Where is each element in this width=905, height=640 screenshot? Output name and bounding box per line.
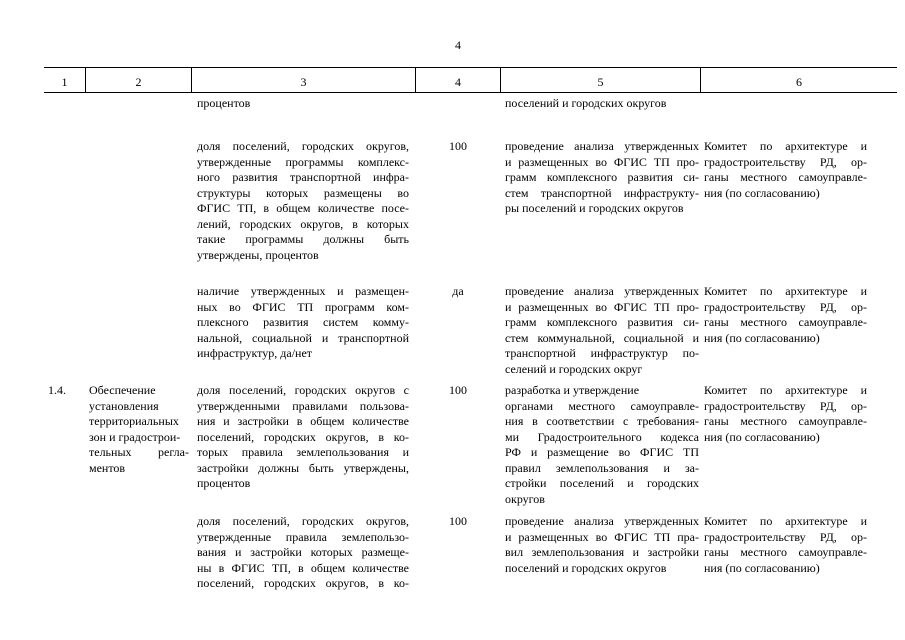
executor-line: Комитет по архитектуре и	[704, 514, 867, 528]
task-title-line: ментов	[89, 460, 126, 475]
table-header-top-border	[44, 67, 897, 68]
executor-line: Комитет по архитектуре и	[704, 139, 867, 153]
task-title-line: Обеспечение	[89, 383, 156, 397]
indicator-line: торых правила землепользования и	[197, 445, 409, 459]
measure-cell	[505, 139, 699, 217]
indicator-line: утверждены, процентов	[197, 247, 319, 262]
executor-cell	[704, 139, 867, 201]
indicator-line: доля поселений, городских округов,	[197, 139, 409, 153]
measure-line: органами местного самоуправле-	[505, 398, 699, 413]
indicator-line: ния и застройки в общем количестве	[197, 414, 409, 428]
executor-line: градостроительству РД, ор-	[704, 299, 867, 314]
executor-line: ганы местного самоуправле-	[704, 545, 867, 559]
measure-line: проведение анализа утвержденных	[505, 514, 699, 528]
measure-line: и размещенных во ФГИС ТП про-	[505, 154, 699, 169]
header-col-4: 4	[455, 75, 461, 89]
executor-line: Комитет по архитектуре и	[704, 284, 867, 298]
measure-line: проведение анализа утвержденных	[505, 139, 699, 153]
indicator-line: доля поселений, городских округов,	[197, 514, 409, 528]
measure-cell	[505, 514, 699, 576]
indicator-line: такие программы должны быть	[197, 232, 409, 246]
task-title-line: территориальных	[89, 414, 179, 428]
measure-line: транспортной инфраструктур по-	[505, 346, 699, 360]
executor-line: ганы местного самоуправле-	[704, 315, 867, 329]
measure-line: поселений и городских округов	[505, 560, 667, 575]
measure-line: ния в соответствии с требования-	[505, 414, 699, 428]
task-title-line: тельных регла-	[89, 445, 189, 459]
table-header-bottom-border	[44, 92, 897, 93]
header-col-6: 6	[796, 75, 802, 89]
indicator-line: структуры которых размещены во	[197, 185, 409, 200]
indicator-line: ных во ФГИС ТП программ ком-	[197, 299, 409, 314]
executor-cell	[704, 383, 867, 445]
row-number: 1.4.	[48, 383, 66, 397]
executor-line: градостроительству РД, ор-	[704, 529, 867, 544]
executor-line: ганы местного самоуправле-	[704, 414, 867, 428]
indicator-cell	[197, 514, 409, 592]
value-cell: 100	[449, 139, 467, 153]
measure-line: ры поселений и городских округов	[505, 201, 684, 215]
executor-line: ния (по согласованию)	[704, 330, 820, 345]
page-number: 4	[455, 38, 461, 52]
executor-cell	[704, 284, 867, 346]
measure-line: округов	[505, 491, 545, 506]
header-col-2: 2	[135, 75, 142, 89]
indicator-cell	[197, 96, 409, 112]
indicator-line: плексного развития систем комму-	[197, 315, 409, 329]
executor-line: ганы местного самоуправле-	[704, 170, 867, 184]
executor-line: ния (по согласованию)	[704, 185, 820, 200]
indicator-cell	[197, 284, 409, 362]
measure-cell	[505, 383, 699, 507]
indicator-cell	[197, 139, 409, 263]
task-title-line: зон и градострои-	[89, 429, 181, 444]
indicator-line: вания и застройки которых размеще-	[197, 545, 409, 559]
measure-line: и размещенных во ФГИС ТП про-	[505, 299, 699, 314]
measure-line: ми Градостроительного кодекса	[505, 429, 699, 444]
executor-cell	[704, 514, 867, 576]
measure-line: стройки поселений и городских	[505, 476, 699, 490]
indicator-line: доля поселений, городских округов с	[197, 383, 409, 397]
indicator-line: утвержденными правилами пользова-	[197, 398, 409, 413]
indicator-line: инфраструктур, да/нет	[197, 346, 313, 360]
measure-line: проведение анализа утвержденных	[505, 284, 699, 298]
indicator-line: ного развития транспортной инфра-	[197, 170, 409, 184]
indicator-line: утвержденные правила землепользо-	[197, 529, 409, 544]
indicator-line: поселений, городских округов, в ко-	[197, 576, 409, 590]
measure-line: правил землепользования и за-	[505, 460, 699, 475]
indicator-line: застройки должны быть утверждены,	[197, 460, 409, 475]
measure-line: селений и городских округ	[505, 361, 643, 376]
indicator-line: утвержденные программы комплекс-	[197, 154, 409, 169]
measure-line: поселений и городских округов	[505, 96, 667, 110]
header-col-5: 5	[597, 75, 604, 89]
measure-line: стем транспортной инфраструкту-	[505, 185, 699, 200]
measure-line: грамм комплексного развития си-	[505, 315, 699, 329]
measure-line: разработка и утверждение	[505, 383, 640, 397]
value-cell: 100	[449, 514, 467, 528]
indicator-line: процентов	[197, 476, 251, 490]
indicator-line: процентов	[197, 96, 251, 110]
measure-cell	[505, 96, 699, 112]
indicator-line: поселений, городских округов, в ко-	[197, 429, 409, 444]
executor-line: ния (по согласованию)	[704, 429, 820, 444]
executor-line: градостроительству РД, ор-	[704, 154, 867, 169]
executor-line: градостроительству РД, ор-	[704, 398, 867, 413]
executor-line: Комитет по архитектуре и	[704, 383, 867, 397]
indicator-line: ФГИС ТП, в общем количестве посе-	[197, 201, 409, 215]
value-cell: 100	[449, 383, 467, 397]
indicator-cell	[197, 383, 409, 492]
indicator-line: нальной, социальной и транспортной	[197, 330, 409, 345]
executor-line: ния (по согласованию)	[704, 560, 820, 575]
measure-line: РФ и размещение во ФГИС ТП	[505, 445, 699, 459]
measure-line: и размещенных во ФГИС ТП пра-	[505, 529, 699, 544]
indicator-line: наличие утвержденных и размещен-	[197, 284, 409, 298]
task-title-line: установления	[89, 398, 159, 413]
measure-line: стем коммунальной, социальной и	[505, 330, 699, 345]
task-title-cell	[89, 383, 189, 476]
indicator-line: ны в ФГИС ТП, в общем количестве	[197, 560, 409, 575]
measure-line: грамм комплексного развития си-	[505, 170, 699, 184]
measure-line: вил землепользования и застройки	[505, 545, 699, 559]
header-col-3: 3	[300, 75, 307, 89]
measure-cell	[505, 284, 699, 377]
header-col-1: 1	[61, 75, 68, 89]
indicator-line: лений, городских округов, в которых	[197, 216, 409, 231]
value-cell: да	[452, 284, 464, 298]
